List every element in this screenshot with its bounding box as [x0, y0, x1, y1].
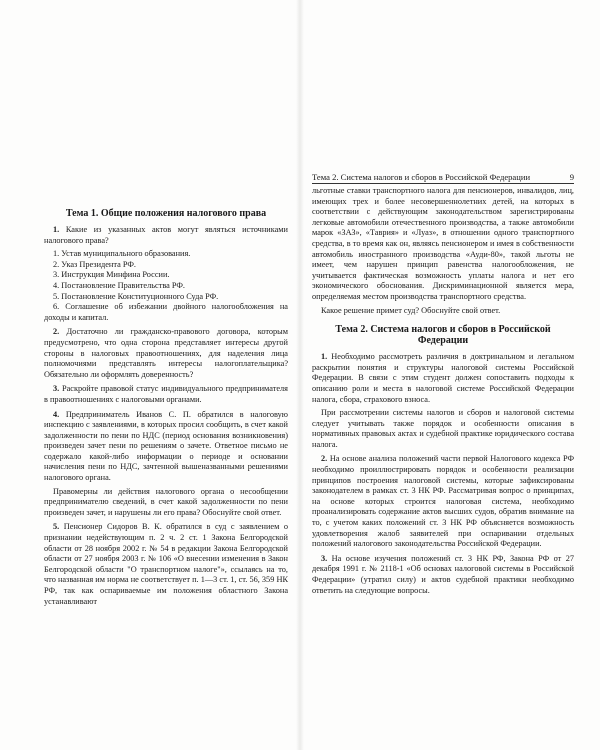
question-4-followup: Правомерны ли действия налогового органа о несообщении предпринимателю сведений, в счет какой задолженности по пени произведен зачет, и нарушены ли его права? Обоснуйте свой ответ.	[44, 486, 288, 517]
topic-2-question-3-number: 3.	[321, 553, 328, 563]
list-item: 2. Указ Президента РФ.	[53, 259, 136, 269]
question-5-ask: Какое решение примет суд? Обоснуйте свой ответ.	[321, 305, 501, 315]
list-item: 5. Постановление Конституционного Суда РФ.	[53, 291, 219, 301]
running-head	[312, 172, 574, 184]
topic-2-question-2	[312, 454, 574, 549]
question-4	[44, 410, 288, 484]
question-3-number: 3.	[53, 384, 60, 394]
topic-2-question-1-text: Необходимо рассмотреть различия в доктринальном и легальном раскрытии понятия и структуры налоговой системы Российской Федерации. В связи с этим студент должен сопоставить подходы к описанию роли и места в налоговой системе Российской Федерации налога, сбора, страхового взноса.	[312, 352, 574, 404]
question-1	[44, 225, 288, 246]
question-4-text: Предприниматель Иванов С. П. обратился в налоговую инспекцию с заявлениями, в которых просил сообщить, в счет какой задолженности по пени по НДС (период основания возникновения) произведен зачет пени по решениям о зачете. Ответное письмо не содержало какой-либо информации о периоде и основании начисления пени по НДС, зачтенной вышеназванными решениями налогового органа.	[44, 409, 289, 483]
question-5-number: 5.	[53, 522, 60, 532]
question-2-number: 2.	[53, 327, 60, 337]
topic-2-question-2-text: На основе анализа положений части первой Налогового кодекса РФ необходимо проиллюстрировать порядок и особенности реализации принципов построения налоговой системы, которые зафиксированы законодателем в рамках ст. 3 НК РФ. Рассматривая вопрос о принципах, на основе которых строится налоговая система, необходимо проанализировать содержание актов высших судов, обратив внимание на то, с учетом каких положений ст. 3 НК РФ объясняется возможность удовлетворения жалоб заявителей при оспаривании отдельных положений налогового законодательства Российской Федерации.	[312, 454, 575, 549]
list-item: 1. Устав муниципального образования.	[53, 249, 191, 259]
question-5-text: Пенсионер Сидоров В. К. обратился в суд с заявлением о признании недействующим п. 2 ч. 2 ст. 1 Закона Белгородской области от 28 ноября 2002 г. № 54 в редакции Закона Белгородской области от 27 ноября 2003 г. № 106 «О внесении изменения в Закон Белгородской области "О транспортном налоге"», ссылаясь на то, что названная им норма не соответствует п. 1—3 ст. 1, ст. 56, 359 НК РФ, так как оспариваемые им положения областного Закона устанавливают	[44, 522, 288, 606]
right-page	[300, 0, 600, 750]
list-item: 6. Соглашение об избежании двойного налогообложения на доходы и капитал.	[44, 302, 288, 322]
question-1-number: 1.	[53, 225, 60, 234]
topic-2-question-1-followup: При рассмотрении системы налогов и сборов и налоговой системы следует учитывать также порядок и особенности описания в нормативных правовых актах и судебной практике юридического состава налога.	[312, 408, 574, 449]
topic-2-question-1	[312, 352, 574, 405]
question-3-text: Раскройте правовой статус индивидуального предпринимателя в правоотношениях с налоговыми органами.	[44, 384, 288, 404]
list-item: 3. Инструкция Минфина России.	[53, 270, 170, 280]
running-head-title: Тема 2. Система налогов и сборов в Российской Федерации	[312, 172, 531, 182]
topic-2-question-3-text: На основе изучения положений ст. 3 НК РФ, Закона РФ от 27 декабря 1991 г. № 2118-1 «Об основах налоговой системы в Российской Федерации» (утратил силу) и актов судебной практики необходимо ответить на следующие вопросы.	[312, 553, 574, 595]
question-3	[44, 384, 288, 405]
question-2-text: Достаточно ли гражданско-правового договора, которым предусмотрено, что одна сторона представляет интересы другой стороны в налоговых правоотношениях, для наделения лица полномочиями представлять интересы налогоплательщика? Обязательно ли оформлять доверенность?	[44, 327, 288, 379]
question-1-text: Какие из указанных актов могут являться источниками налогового права?	[44, 225, 288, 245]
list-item: 4. Постановление Правительства РФ.	[53, 280, 185, 290]
question-5-continuation: льготные ставки транспортного налога для пенсионеров, инвалидов, лиц, имеющих трех и более несовершеннолетних детей, на которых в соответствии с действующим законодательством зарегистрированы легковые автомобили отечественного производства, а также автомобили марок «ЗАЗ», «Таврия» и «Луаз», в отношении одного транспортного средства, в то время как он, являясь пенсионером и имея в собственности автомобиль иностранного производства «Ауди-80», такой льготы не имеет, чем нарушен принцип равенства налогообложения, не учитывается фактическая возможность уплаты налога и нет его экономического обоснования. Дискриминационной является мера, определяемая местом производства транспортного средства.	[312, 186, 574, 301]
topic-2-question-3	[312, 554, 574, 596]
topic-1-title: Тема 1. Общие положения налогового права	[65, 208, 267, 219]
question-4-number: 4.	[53, 409, 60, 419]
question-2	[44, 327, 288, 380]
topic-2-title: Тема 2. Система налогов и сборов в Российской Федерации	[335, 324, 551, 347]
page-number: 9	[569, 172, 574, 182]
question-5	[44, 522, 288, 607]
topic-2-question-1-number: 1.	[321, 352, 328, 362]
topic-2-question-2-number: 2.	[321, 454, 328, 464]
